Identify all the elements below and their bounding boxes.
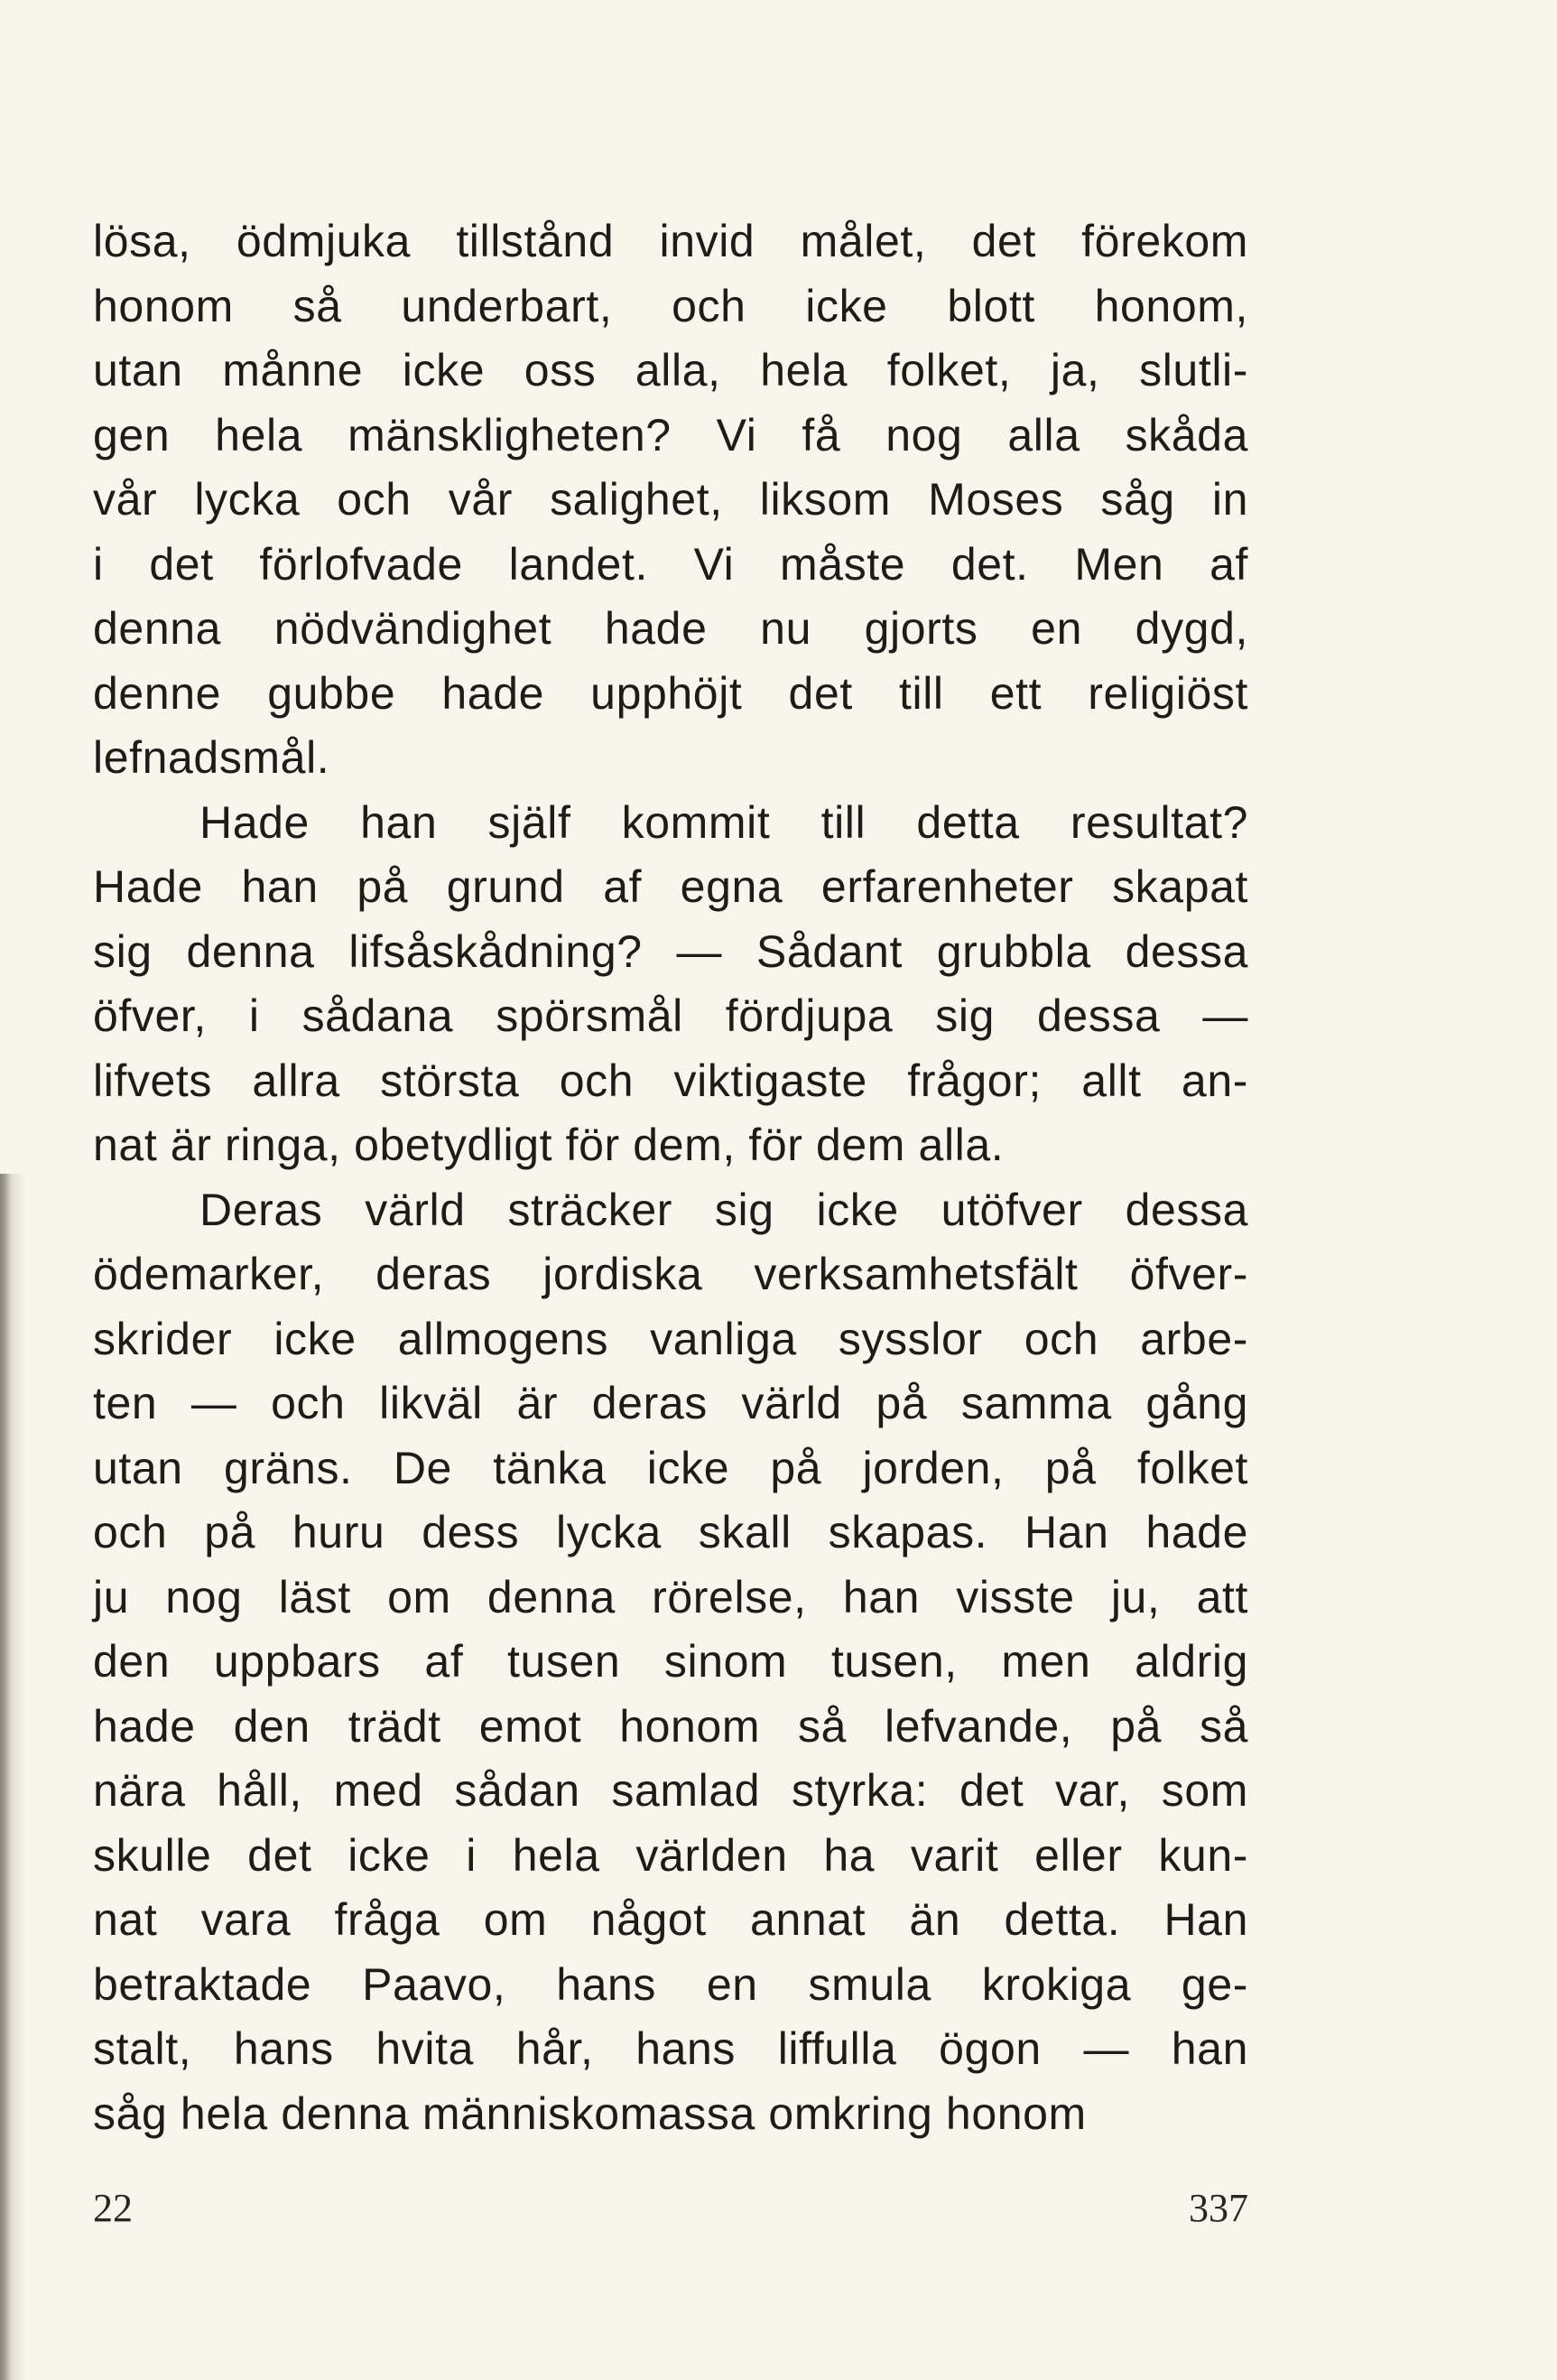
- paragraph: [93, 209, 1248, 791]
- text-line: betraktade Paavo, hans en smula krokiga ge-: [93, 1958, 1248, 2010]
- binding-shadow: [0, 1174, 25, 2380]
- page-number: 337: [1189, 2186, 1248, 2230]
- text-line: nat vara fråga om något annat än detta. Han: [93, 1894, 1248, 1945]
- text-line: i det förlofvade landet. Vi måste det. Men af: [93, 538, 1248, 590]
- text-line: såg hela denna människomassa omkring honom: [93, 2087, 1087, 2139]
- text-line: Deras värld sträcker sig icke utöfver dessa: [199, 1184, 1248, 1235]
- text-line: stalt, hans hvita hår, hans liffulla ögon — han: [93, 2023, 1248, 2074]
- text-line: gen hela mänskligheten? Vi få nog alla skåda: [93, 409, 1248, 460]
- text-line: ödemarker, deras jordiska verksamhetsfält öfver-: [93, 1249, 1248, 1299]
- text-line: skulle det icke i hela världen ha varit eller kun-: [93, 1829, 1248, 1881]
- text-line: denne gubbe hade upphöjt det till ett religiöst: [93, 667, 1248, 719]
- text-line: nära håll, med sådan samlad styrka: det var, som: [93, 1765, 1248, 1816]
- text-line: lösa, ödmjuka tillstånd invid målet, det förekom: [93, 216, 1248, 266]
- paragraph: [93, 1178, 1248, 2147]
- text-line: nat är ringa, obetydligt för dem, för dem alla.: [93, 1120, 1005, 1170]
- text-line: Hade han på grund af egna erfarenheter skapat: [93, 861, 1248, 912]
- text-line: ju nog läst om denna rörelse, han visste ju, att: [93, 1571, 1248, 1622]
- text-line: och på huru dess lycka skall skapas. Han hade: [93, 1507, 1248, 1557]
- text-line: den uppbars af tusen sinom tusen, men aldrig: [93, 1636, 1248, 1687]
- page-footer: [93, 2185, 1248, 2239]
- text-line: lefnadsmål.: [93, 732, 330, 783]
- text-line: skrider icke allmogens vanliga sysslor och arbe-: [93, 1313, 1248, 1364]
- body-text: [93, 209, 1248, 2146]
- text-line: vår lycka och vår salighet, liksom Moses såg in: [93, 474, 1248, 525]
- text-line: utan månne icke oss alla, hela folket, ja, slutli-: [93, 345, 1248, 395]
- text-line: honom så underbart, och icke blott honom,: [93, 280, 1248, 331]
- text-line: hade den trädt emot honom så lefvande, på så: [93, 1700, 1248, 1752]
- paragraph: [93, 791, 1248, 1178]
- text-line: ten — och likväl är deras värld på samma gång: [93, 1378, 1248, 1428]
- signature-mark: 22: [93, 2186, 133, 2230]
- text-line: lifvets allra största och viktigaste frågor; allt an-: [93, 1055, 1248, 1106]
- text-line: utan gräns. De tänka icke på jorden, på folket: [93, 1442, 1248, 1493]
- text-line: denna nödvändighet hade nu gjorts en dygd,: [93, 603, 1248, 654]
- text-line: sig denna lifsåskådning? — Sådant grubbla dessa: [93, 925, 1248, 977]
- text-line: Hade han själf kommit till detta resultat?: [199, 796, 1248, 848]
- text-line: öfver, i sådana spörsmål fördjupa sig dessa —: [93, 990, 1248, 1041]
